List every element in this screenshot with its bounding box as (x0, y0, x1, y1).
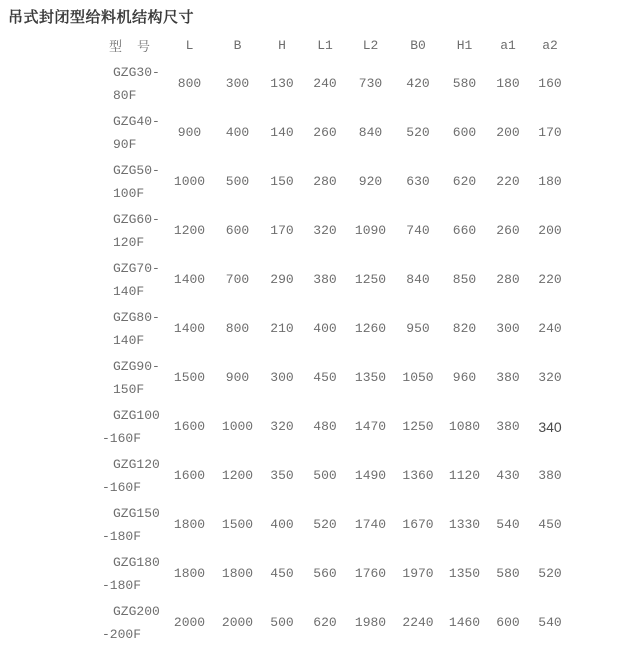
dim-cell: 290 (270, 272, 294, 287)
model-line: GZG120 (113, 456, 160, 472)
col-header-H: H (278, 38, 286, 53)
dim-cell: 450 (538, 517, 562, 532)
model-cell (95, 157, 165, 206)
model-line: 140F (113, 332, 145, 348)
dim-cell: 950 (406, 321, 430, 336)
dim-cell: 1000 (221, 419, 254, 434)
dim-cell: 840 (406, 272, 430, 287)
dim-cell: 1980 (354, 615, 387, 630)
model-cell (95, 206, 165, 255)
dim-cell: 2000 (221, 615, 254, 630)
dim-cell: 170 (270, 223, 294, 238)
model-cell (95, 549, 165, 598)
model-line: GZG150 (113, 505, 160, 521)
col-header-a2: a2 (542, 38, 558, 53)
dim-cell: 800 (177, 76, 202, 91)
dim-cell: 900 (225, 370, 250, 385)
dim-cell: 480 (313, 419, 337, 434)
dim-cell: 170 (538, 125, 562, 140)
model-line: GZG30- (113, 64, 160, 80)
table-row (95, 304, 571, 353)
header-row (95, 32, 571, 59)
model-cell (95, 304, 165, 353)
model-line: GZG70- (113, 260, 160, 276)
dim-cell: 1600 (173, 468, 206, 483)
model-cell (95, 402, 165, 451)
dim-cell: 600 (452, 125, 477, 140)
col-header-model: 型 号 (108, 40, 151, 55)
dim-cell: 580 (452, 76, 477, 91)
dim-cell: 260 (496, 223, 520, 238)
col-header-L1: L1 (317, 38, 333, 53)
dim-cell: 620 (313, 615, 337, 630)
dim-cell: 2000 (173, 615, 206, 630)
page-title: 吊式封闭型给料机结构尺寸 (8, 9, 195, 26)
dim-cell: 540 (496, 517, 520, 532)
dim-cell: 1800 (221, 566, 254, 581)
model-line: GZG60- (113, 211, 160, 227)
dim-cell: 130 (270, 76, 294, 91)
dim-cell: 1670 (402, 517, 434, 532)
model-line: GZG80- (113, 309, 160, 325)
dim-cell: 1330 (448, 517, 481, 532)
col-header-a1: a1 (500, 38, 516, 53)
dimensions-table (95, 32, 571, 647)
dim-cell: 320 (538, 370, 562, 385)
dim-cell: 1800 (173, 517, 206, 532)
dim-cell: 400 (313, 321, 337, 336)
dim-cell: 630 (406, 174, 430, 189)
dim-cell: 1970 (402, 566, 434, 581)
dim-cell: 1400 (173, 272, 206, 287)
dim-cell: 450 (270, 566, 294, 581)
dim-cell: 1120 (448, 468, 481, 483)
dim-cell: 1200 (173, 223, 206, 238)
dim-cell: 1800 (173, 566, 206, 581)
dim-cell: 1260 (354, 321, 387, 336)
dim-cell: 200 (538, 223, 562, 238)
dim-cell: 620 (452, 174, 477, 189)
dim-cell: 1490 (354, 468, 387, 483)
table-row (95, 108, 571, 157)
model-cell (95, 500, 165, 549)
dim-cell: 200 (496, 125, 520, 140)
dim-cell: 850 (452, 272, 477, 287)
dim-cell: 240 (538, 321, 562, 336)
dim-cell: 180 (496, 76, 520, 91)
dim-cell: 1350 (448, 566, 481, 581)
dim-cell: 150 (270, 174, 294, 189)
col-header-H1: H1 (456, 38, 473, 53)
dim-cell: 500 (270, 615, 294, 630)
dim-cell: 1600 (173, 419, 206, 434)
table-row (95, 206, 571, 255)
model-line: -160F (102, 479, 142, 495)
dim-cell: 280 (496, 272, 520, 287)
dim-cell: 450 (313, 370, 337, 385)
dim-cell: 1360 (402, 468, 434, 483)
dim-cell: 560 (313, 566, 337, 581)
dim-cell: 900 (177, 125, 202, 140)
dim-cell: 1500 (173, 370, 206, 385)
dim-cell: 320 (313, 223, 337, 238)
dim-cell: 520 (313, 517, 337, 532)
dim-cell: 300 (270, 370, 294, 385)
dim-cell: 380 (313, 272, 337, 287)
dim-cell: 400 (225, 125, 250, 140)
dim-cell: 1200 (221, 468, 254, 483)
dim-cell: 840 (358, 125, 383, 140)
table-row (95, 598, 571, 647)
model-line: GZG180 (113, 554, 160, 570)
dim-cell: 1250 (402, 419, 434, 434)
dim-cell: 520 (538, 566, 562, 581)
col-header-L2: L2 (362, 38, 379, 53)
model-line: -200F (102, 626, 142, 642)
dim-cell: 2240 (402, 615, 434, 630)
dim-cell: 220 (496, 174, 520, 189)
dim-cell: 1400 (173, 321, 206, 336)
model-line: -180F (102, 528, 142, 544)
dim-cell: 1090 (354, 223, 387, 238)
model-line: -160F (102, 430, 142, 446)
table-row (95, 353, 571, 402)
dim-cell: 740 (406, 223, 430, 238)
dim-cell: 500 (225, 174, 250, 189)
model-cell (95, 598, 165, 647)
model-cell (95, 353, 165, 402)
dim-cell: 1080 (448, 419, 481, 434)
model-line: 140F (113, 283, 145, 299)
model-line: 100F (113, 185, 145, 201)
dim-cell: 500 (313, 468, 337, 483)
model-line: 150F (113, 381, 145, 397)
dim-cell: 1350 (354, 370, 387, 385)
model-cell (95, 108, 165, 157)
dim-cell: 210 (270, 321, 294, 336)
model-line: 120F (113, 234, 145, 250)
dim-cell: 420 (406, 76, 430, 91)
dim-cell: 280 (313, 174, 337, 189)
dim-cell: 800 (225, 321, 250, 336)
table-row (95, 451, 571, 500)
dim-cell: 180 (538, 174, 562, 189)
col-header-B: B (233, 38, 242, 53)
dim-cell: 730 (358, 76, 383, 91)
dim-cell: 350 (270, 468, 294, 483)
dim-cell: 430 (496, 468, 520, 483)
table-row (95, 402, 571, 451)
dim-cell: 260 (313, 125, 337, 140)
dim-cell: 1470 (354, 419, 387, 434)
dim-cell: 580 (496, 566, 520, 581)
col-header-L: L (185, 38, 194, 53)
model-line: 90F (113, 136, 137, 152)
dim-cell: 520 (406, 125, 430, 140)
dim-cell: 300 (496, 321, 520, 336)
model-line: GZG50- (113, 162, 160, 178)
dim-cell: 540 (538, 615, 562, 630)
dim-cell: 1500 (221, 517, 254, 532)
table-row (95, 500, 571, 549)
col-header-B0: B0 (410, 38, 426, 53)
dim-cell: 1250 (354, 272, 387, 287)
dim-cell: 340 (538, 418, 562, 435)
dim-cell: 820 (452, 321, 477, 336)
dim-cell: 220 (538, 272, 562, 287)
dim-cell: 960 (452, 370, 477, 385)
model-line: 80F (113, 87, 137, 103)
dim-cell: 1460 (448, 615, 481, 630)
dim-cell: 380 (496, 370, 520, 385)
model-line: GZG200 (113, 603, 160, 619)
model-line: GZG90- (113, 358, 160, 374)
dim-cell: 700 (225, 272, 250, 287)
table-row (95, 59, 571, 108)
model-cell (95, 451, 165, 500)
dim-cell: 160 (538, 76, 562, 91)
dim-cell: 1000 (173, 174, 206, 189)
dim-cell: 920 (358, 174, 383, 189)
dim-cell: 1740 (354, 517, 387, 532)
dim-cell: 240 (313, 76, 337, 91)
table-row (95, 549, 571, 598)
dim-cell: 300 (225, 76, 250, 91)
dim-cell: 660 (452, 223, 477, 238)
table-row (95, 157, 571, 206)
dim-cell: 400 (270, 517, 294, 532)
model-line: -180F (102, 577, 142, 593)
dim-cell: 380 (538, 468, 562, 483)
model-line: GZG40- (113, 113, 160, 129)
dim-cell: 320 (270, 419, 294, 434)
dim-cell: 380 (496, 419, 520, 434)
dim-cell: 1050 (402, 370, 434, 385)
dim-cell: 140 (270, 125, 294, 140)
model-cell (95, 59, 165, 108)
model-line: GZG100 (113, 407, 160, 423)
dim-cell: 600 (225, 223, 250, 238)
model-cell (95, 255, 165, 304)
dim-cell: 600 (496, 615, 520, 630)
table-row (95, 255, 571, 304)
dim-cell: 1760 (354, 566, 387, 581)
